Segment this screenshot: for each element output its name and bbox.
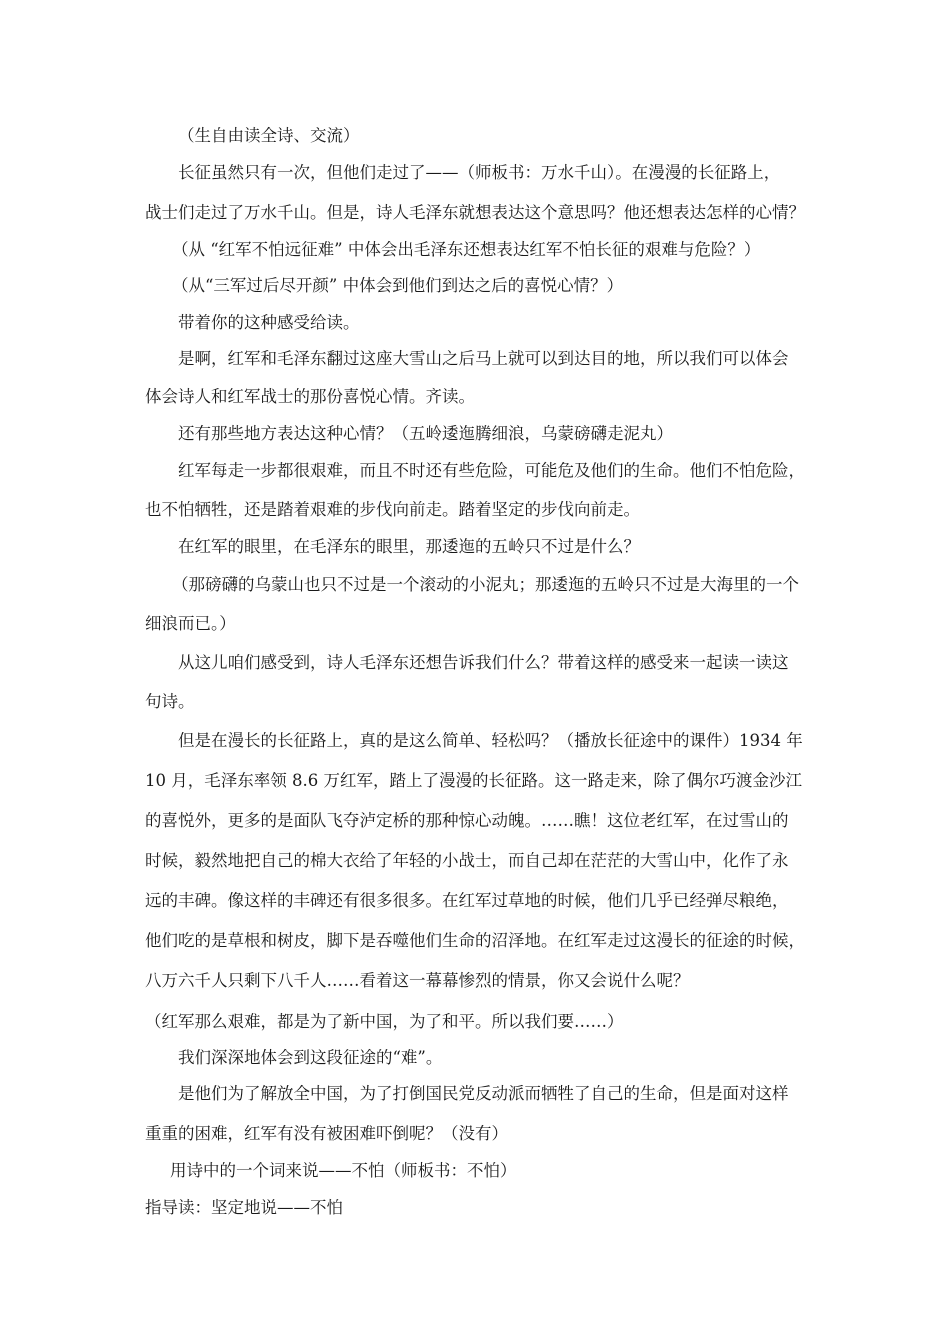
text-line: 指导读：坚定地说——不怕 (145, 1198, 343, 1217)
text-line: （那磅礴的乌蒙山也只不过是一个滚动的小泥丸；那逶迤的五岭只不过是大海里的一个 (172, 575, 799, 594)
text-line: 红军每走一步都很艰难，而且不时还有些危险，可能危及他们的生命。他们不怕危险， (178, 461, 805, 480)
text-line: 的喜悦外，更多的是面队飞夺泸定桥的那种惊心动魄。……瞧！这位老红军，在过雪山的 (145, 811, 789, 830)
text-line: （从 “红军不怕远征难” 中体会出毛泽东还想表达红军不怕长征的艰难与危险？） (172, 240, 761, 259)
text-line: 句诗。 (145, 692, 195, 711)
text-line: 远的丰碑。像这样的丰碑还有很多很多。在红军过草地的时候，他们几乎已经弹尽粮绝， (145, 891, 789, 910)
text-line: 时候，毅然地把自己的棉大衣给了年轻的小战士，而自己却在茫茫的大雪山中，化作了永 (145, 851, 789, 870)
text-line: 是啊，红军和毛泽东翻过这座大雪山之后马上就可以到达目的地，所以我们可以体会 (178, 349, 789, 368)
text-line: 战士们走过了万水千山。但是，诗人毛泽东就想表达这个意思吗？他还想表达怎样的心情？ (145, 203, 805, 222)
text-line: 10 月，毛泽东率领 8.6 万红军，踏上了漫漫的长征路。这一路走来，除了偶尔巧渡金沙江 (145, 771, 802, 790)
text-line: 是他们为了解放全中国，为了打倒国民党反动派而牺牲了自己的生命，但是面对这样 (178, 1084, 789, 1103)
text-line: 还有那些地方表达这种心情？（五岭逶迤腾细浪，乌蒙磅礴走泥丸） (178, 424, 673, 443)
text-line: 重重的困难，红军有没有被困难吓倒呢？（没有） (145, 1124, 508, 1143)
text-line: 我们深深地体会到这段征途的“难”。 (178, 1048, 443, 1067)
text-line: 体会诗人和红军战士的那份喜悦心情。齐读。 (145, 387, 475, 406)
text-line: 八万六千人只剩下八千人……看着这一幕幕惨烈的情景，你又会说什么呢？ (145, 971, 690, 990)
text-line: 从这儿咱们感受到，诗人毛泽东还想告诉我们什么？带着这样的感受来一起读一读这 (178, 653, 789, 672)
text-line: 但是在漫长的长征路上，真的是这么简单、轻松吗？（播放长征途中的课件）1934 年 (178, 731, 803, 750)
text-line: 用诗中的一个词来说——不怕（师板书：不怕） (170, 1161, 517, 1180)
text-line: 带着你的这种感受给读。 (178, 313, 360, 332)
text-line: 他们吃的是草根和树皮，脚下是吞噬他们生命的沼泽地。在红军走过这漫长的征途的时候， (145, 931, 805, 950)
text-line: 在红军的眼里，在毛泽东的眼里，那逶迤的五岭只不过是什么？ (178, 537, 640, 556)
text-line: （红军那么艰难，都是为了新中国，为了和平。所以我们要……） (145, 1012, 624, 1031)
text-line: 细浪而已。） (145, 614, 236, 633)
text-line: 也不怕牺牲，还是踏着艰难的步伐向前走。踏着坚定的步伐向前走。 (145, 500, 640, 519)
text-line: （生自由读全诗、交流） (178, 126, 360, 145)
text-line: 长征虽然只有一次，但他们走过了——（师板书：万水千山）。在漫漫的长征路上， (178, 163, 781, 182)
text-line: （从“三军过后尽开颜” 中体会到他们到达之后的喜悦心情？） (172, 276, 624, 295)
